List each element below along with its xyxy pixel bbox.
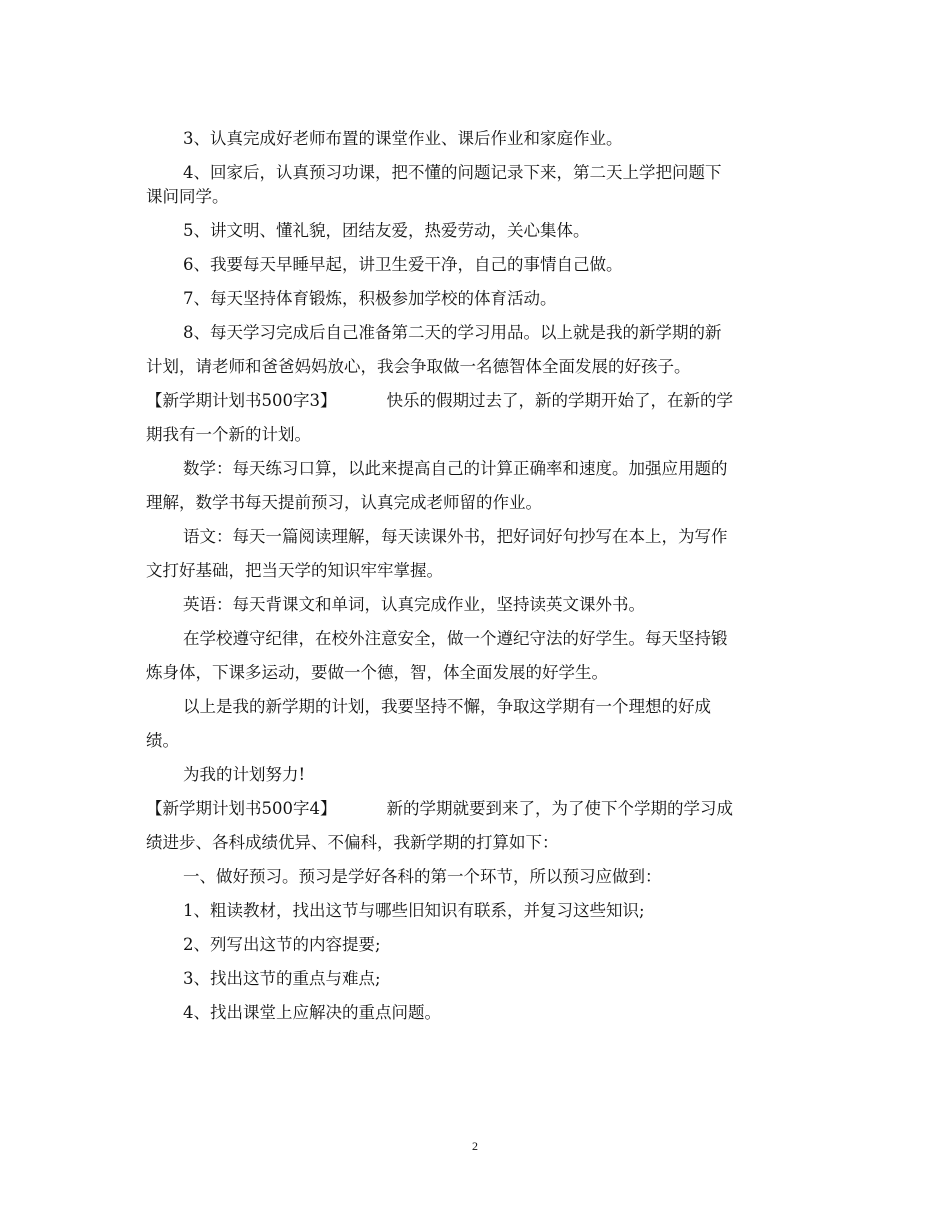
paragraph-text: 快乐的假期过去了，新的学期开始了，在新的学 (386, 391, 733, 410)
section-heading: 【新学期计划书500字4】 (146, 799, 337, 818)
list-item: 4、找出课堂上应解决的重点问题。 (183, 1003, 441, 1022)
paragraph-line: 3、认真完成好老师布置的课堂作业、课后作业和家庭作业。 (183, 129, 623, 148)
paragraph-line: 6、我要每天早睡早起，讲卫生爱干净，自己的事情自己做。 (183, 255, 623, 274)
list-item: 2、列写出这节的内容提要; (183, 935, 381, 954)
paragraph-line: 期我有一个新的计划。 (146, 425, 311, 444)
list-item: 3、找出这节的重点与难点; (183, 969, 381, 988)
paragraph-line: 一、做好预习。预习是学好各科的第一个环节，所以预习应做到： (183, 867, 662, 886)
paragraph-line: 在学校遵守纪律，在校外注意安全，做一个遵纪守法的好学生。每天坚持锻 (183, 629, 728, 648)
paragraph-line: 炼身体，下课多运动，要做一个德，智，体全面发展的好学生。 (146, 663, 608, 682)
paragraph-line: 文打好基础，把当天学的知识牢牢掌握。 (146, 561, 443, 580)
paragraph-line: 绩。 (146, 731, 179, 750)
section-heading: 【新学期计划书500字3】 (146, 391, 337, 410)
paragraph-line: 语文：每天一篇阅读理解，每天读课外书，把好词好句抄写在本上，为写作 (183, 527, 728, 546)
paragraph-line: 以上是我的新学期的计划，我要坚持不懈，争取这学期有一个理想的好成 (183, 697, 711, 716)
paragraph-line: 7、每天坚持体育锻炼，积极参加学校的体育活动。 (183, 289, 557, 308)
paragraph-line: 4、回家后，认真预习功课，把不懂的问题记录下来，第二天上学把问题下 (183, 163, 722, 182)
section-heading-line (146, 389, 806, 413)
paragraph-line: 绩进步、各科成绩优异、不偏科，我新学期的打算如下： (146, 833, 559, 852)
paragraph-line: 数学：每天练习口算，以此来提高自己的计算正确率和速度。加强应用题的 (183, 459, 728, 478)
paragraph-text: 新的学期就要到来了，为了使下个学期的学习成 (386, 799, 733, 818)
document-body (146, 127, 806, 1025)
list-item: 1、粗读教材，找出这节与哪些旧知识有联系，并复习这些知识; (183, 901, 645, 920)
page-number: 2 (472, 1139, 478, 1153)
paragraph-line: 英语：每天背课文和单词，认真完成作业，坚持读英文课外书。 (183, 595, 645, 614)
paragraph-line: 5、讲文明、懂礼貌，团结友爱，热爱劳动，关心集体。 (183, 221, 590, 240)
paragraph-line: 计划，请老师和爸爸妈妈放心，我会争取做一名德智体全面发展的好孩子。 (146, 357, 691, 376)
paragraph-line: 8、每天学习完成后自己准备第二天的学习用品。以上就是我的新学期的新 (183, 323, 722, 342)
paragraph-line: 为我的计划努力! (183, 765, 306, 784)
paragraph-line: 理解，数学书每天提前预习，认真完成老师留的作业。 (146, 493, 542, 512)
section-heading-line (146, 797, 806, 821)
paragraph-line: 课问同学。 (146, 187, 229, 206)
